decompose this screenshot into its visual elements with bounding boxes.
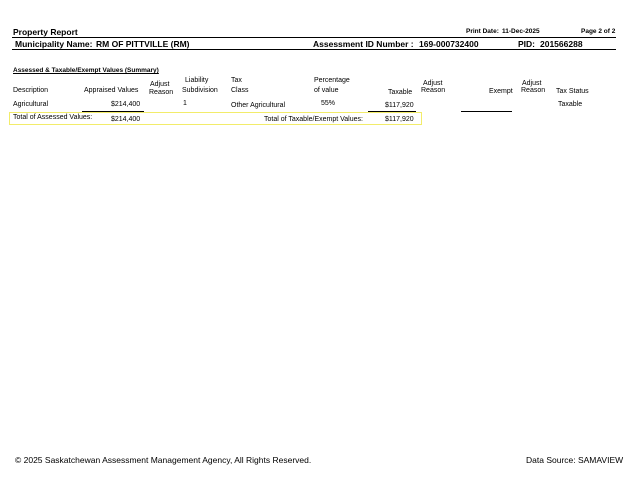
footer-data-source: Data Source: SAMAVIEW [526, 455, 624, 465]
col-adjust-reason-3-a: Adjust [522, 80, 542, 87]
col-tax-class-b: Class [231, 87, 249, 94]
print-date: 11-Dec-2025 [502, 28, 540, 35]
col-adjust-reason-2-a: Adjust [423, 80, 443, 87]
assessment-id-label: Assessment ID Number : [313, 39, 414, 49]
total-assessed-label: Total of Assessed Values: [13, 114, 93, 121]
col-adjust-reason-3-b: Reason [521, 87, 546, 94]
col-liability-a: Liability [185, 77, 209, 84]
row-tax-class: Other Agricultural [231, 102, 286, 109]
col-taxable: Taxable [388, 89, 413, 96]
header-top-rule [12, 37, 616, 38]
col-tax-class-a: Tax [231, 77, 242, 84]
row-appraised-value: $214,400 [111, 101, 141, 108]
total-assessed-value: $214,400 [111, 116, 141, 123]
col-liability-b: Subdivision [182, 87, 218, 94]
col-tax-status: Tax Status [556, 88, 589, 95]
header-bottom-rule [12, 49, 616, 50]
row-liability: 1 [183, 100, 187, 107]
col-adjust-reason-1-a: Adjust [150, 81, 170, 88]
print-date-label: Print Date: [466, 28, 499, 35]
row-description: Agricultural [13, 101, 49, 108]
row-percentage: 55% [321, 100, 336, 107]
col-appraised-values: Appraised Values [84, 87, 139, 94]
footer-copyright: © 2025 Saskatchewan Assessment Management Agency, All Rights Reserved. [15, 455, 312, 465]
exempt-total-rule [461, 111, 512, 112]
report-title: Property Report [13, 27, 78, 37]
total-taxable-value: $117,920 [385, 116, 414, 123]
municipality-label: Municipality Name: [15, 39, 93, 49]
pid-label: PID: [518, 39, 535, 49]
col-percentage-a: Percentage [314, 77, 350, 84]
col-exempt: Exempt [489, 88, 513, 95]
municipality-name: RM OF PITTVILLE (RM) [96, 39, 190, 49]
section-title: Assessed & Taxable/Exempt Values (Summary) [13, 67, 159, 74]
total-taxable-label: Total of Taxable/Exempt Values: [264, 116, 363, 123]
row-tax-status: Taxable [558, 101, 583, 108]
pid-value: 201566288 [540, 39, 583, 49]
col-adjust-reason-1-b: Reason [149, 89, 174, 96]
assessment-id: 169-000732400 [419, 39, 479, 49]
col-adjust-reason-2-b: Reason [421, 87, 446, 94]
page-number: Page 2 of 2 [581, 28, 616, 35]
col-description: Description [13, 87, 49, 94]
col-percentage-b: of value [314, 87, 339, 94]
row-taxable: $117,920 [385, 102, 414, 109]
